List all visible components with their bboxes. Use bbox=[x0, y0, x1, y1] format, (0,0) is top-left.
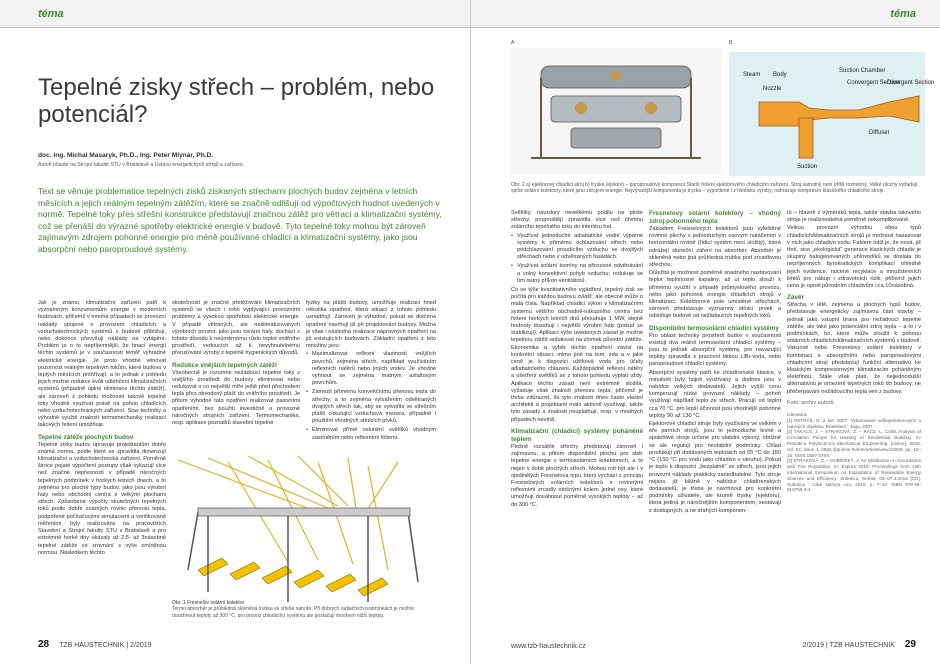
paragraph: Ejektorové chladicí stroje byly využívány ve velkém v éře parních strojů, jsou to jednoduché levné a spolehlivé stroje určené pro stabilní výkony, obtížně se ale regulují pro nestabilní podmínky. Chlad produkují při dodávaných teplotách od 65 °C do 150 °C (150 °C pro vodu jako chladivo v okruhu). Pokud je teplo k dispozici „bezplatně" ze střech, jsou jejich provozní náklady prakticky zanedbatelné. Tyto stroje nejsou již běžně v nabídce chladírenských dodavatelů, je třeba je navrhnout pro konkrétní podmínky uživatele, ale kromě trysky (ejektoru), která jediná je náročnějším komponentem, sestávají z dostupných, a ne drahých komponen- bbox=[649, 421, 781, 514]
paragraph: tů – hlavně z výměníků tepla, takže stavba takového stroje je realizovatelná poměrně nekomplikovaně. bbox=[787, 210, 921, 224]
authors: doc. Ing. Michal Masaryk, Ph.D., Ing. Peter Mlynár, Ph.D. bbox=[38, 152, 214, 159]
literature-item: [1] PETRÁŠ, D. a kol. 2007. Vykurovanie veľkopriestorových a halových objektov. Bratislava : Jaga, 2007. bbox=[787, 417, 921, 429]
header-bar bbox=[471, 0, 940, 30]
header-bar bbox=[0, 0, 470, 30]
list-item: • Eliminovat přímé oslunění světlíků vhodným zastíněním nebo reflexními fóliemi. bbox=[306, 427, 436, 441]
right-column-3 bbox=[787, 210, 921, 493]
lead-paragraph: Text se věnuje problematice tepelných zisků získaných střechami plochých budov zejména v letních měsících a jejich reálným tepelným zátěžím, které se značně odlišují od výpočtových hodnot uvedených v normě. Tepelné toky přes střešní konstrukce představují značnou zátěž pro větrací a klimatizační systémy, což se přenáší do výrazné spotřeby elektrické energie v budově. Tyto tepelné toky mohou být zároveň zajímavým zdrojem pohonné energie pro méně používané chladicí a klimatizační systémy, jako jsou absorpční nebo paroproudové systémy. bbox=[38, 186, 442, 254]
section-heading: Tepelné zátěže plochých budov bbox=[38, 433, 134, 441]
paragraph: Co se týče kvantitativního vyjádření, tepelný zisk se počítá pro každou budovu zvlášť, ale obecně může o malá čísla. Například chladicí výkon v klimatizačním systému většího obchodně-nákupního centra bez řešení horkých letních dnů přesahuje 1 MW, stejně hodnoty dosahují i největší výrobní haly (pokud se stabilizují). Aplikací výše uvedených zásad je možné tepelnou zátěž redukovat na zlomek původní zátěže. Ekonomika a výběr těchto opatření závisí na konkrétní situaci, mimo jiné na tom, zda a v jaké ceně je k dispozici užitková voda pro účely adiabatického chlazení. Každopádně reflexní nátěry a ošetření světlíků se z tohoto pohledu vyplatí vždy. Aplikace těchto zásad není extrémně složitá, vyžaduje však znalosti přenosu tepla, přičemž je třeba zdůraznit, že tyto znalosti dnes často vlastní architekti a projektanti málo aktivně využívají, takže tyto zásady a znalosti neuplatňují, resp. v mnohých případech nevědí. bbox=[511, 287, 643, 423]
left-footer bbox=[38, 639, 152, 650]
section-heading: Fresnelovy solární kolektory – vhodný zdroj pohonného tepla bbox=[649, 210, 781, 225]
section-label: téma bbox=[38, 8, 64, 20]
figure-label-a: A bbox=[511, 40, 515, 46]
list-item: • Maximalizovat reflexní vlastnosti vnějších povrchů, zejména střech, například využíváním reflexních nátěrů nebo jiných vrstev. Je vhodné vyhnout se zejména matným asfaltovým povrchům. bbox=[306, 351, 436, 387]
photo-credit: Foto: archiv autorů bbox=[787, 399, 834, 406]
paragraph: Velkou provozní výhodou obou typů chladicích/klimatizačních strojů je možnost nasazovat v nich jako chladivo vodu. Faktem totiž je, že nová, již třetí, sice „ekologická" generace klasických chladiv je skupiny halogenovaných uhlovodíků se dostala do nepříjemných byrokratických komplikací ohledně jejich evidence, nucené recyklace a množstevních limitů pro nákup i zdravotních rizik, přičemž jejich cena je oproti původním chladivům cca 10násobná. bbox=[787, 225, 921, 290]
paragraph: Všeobecně je rozumné nežádoucí tepelné toky z vnějšího prostředí do budovy eliminovat nebo redukovat v co největší míře ještě před přechodem tepla přes obvodový plášť do vnitřního prostředí. Je přitom výhodné tato opatření realizovat pasivními opatřeními, bez použití investičně a provozně náročných strojních zařízení. Termomechanika, resp. aplikace poznatků stavební tepelné bbox=[172, 369, 300, 427]
right-column-1 bbox=[511, 210, 643, 510]
bullet-list bbox=[306, 351, 436, 441]
right-column-2 bbox=[649, 210, 781, 516]
literature bbox=[787, 412, 921, 493]
figure-label-b: B bbox=[729, 40, 733, 46]
paragraph: Tepelné zisky budov upravuje projektantům dobře známá norma, podle které se zpravidla dimenzují klimatizační a vzduchotechnická zařízení. Poměrně široce pojaté výpočtení postupy však vykazují více než značné nepřesnosti v případě náročných tepelných podmínek v horkých letních dnech, a to zejména pro ploché typy budov, jako jsou výrobní haly nebo obchodní centra s velkými plochami střech. Způsobené výpočty skutečných tepelných toků podle dobře známých rovnic přenosu tepla, podpořené počítačovými simulacemi a verifikované měřeními, byly realizovány na pracovištích Stavební a Strojní fakulty STU v Bratislavě a pro extrémně horké dny ukázaly až 2,5- až 3násobně tepelné zátěže ve srovnání s výše zmíněnou normou. Následkem těchto bbox=[38, 441, 166, 556]
diagram-label-nozzle: Nozzle bbox=[763, 86, 782, 92]
diagram-label-divergent: Divergent Section bbox=[887, 80, 935, 86]
section-heading: Závěr bbox=[787, 294, 805, 302]
bullet-list bbox=[511, 233, 643, 285]
paragraph: Světlíky, navzdory nevelkému podílu na ploše střechy, propouštějí zpravidla více než čtvrtinu solárního tepelného toku do interiéru hal. bbox=[511, 210, 643, 231]
diagram-label-steam: Steam bbox=[743, 72, 761, 78]
list-item: • Využívat solární komíny na přirozené odvětrávání a volný konvektivní pohyb vzduchu; redukuje se tím nutný příkon ventilátorů. bbox=[511, 263, 643, 285]
left-column-1 bbox=[38, 300, 166, 558]
left-column-2 bbox=[172, 300, 300, 428]
figure-2-caption: Obr. 2 a) ejektorový chladicí stroj b) tryska (ejektor) – paroproudový kompresor Starší řešení ejektorového chladicího zařízení. Stroj samotný není příliš rozměrný. Velké plochy vyžadují spíše solární kolektory, které jsou zdrojem energie. Nejvýrazější komponenta je tryska – vypočtené i z hlediska výroby; nahrazuje kompresor klasického chladicího stroje. bbox=[511, 182, 918, 195]
caption-label: Obr. 1 bbox=[172, 600, 186, 606]
paragraph: Pro oblast techniky prostředí budov v současnosti existují dva reálně termosolární chladicí systémy – jsou to jednak absorpční systémy, pro navazující teploty zpravidla s pracovní látkou LiBr-voda, nebo paroproudové chladicí systémy. bbox=[649, 332, 781, 368]
literature-title: Literatura: bbox=[787, 412, 808, 418]
paragraph: fyziky na plášti budovy, umožňuje realizaci hned několika opatření, která situaci z tohoto pohledu usnadňují. Zároveň je výhodné, pokud se dotčená opatření navrhují již při projektování budovy. Možná je však i následná realizace nápravných opatření na již existujících budovách. Základní opatření z této množiny jsou: bbox=[306, 300, 436, 350]
diagram-label-suction: Suction bbox=[797, 164, 818, 170]
left-column-3 bbox=[306, 300, 436, 444]
footer-text: 2/2019 | TZB HAUSTECHNIK bbox=[802, 642, 895, 649]
footer-text: TZB HAUSTECHNIK | 2/2019 bbox=[59, 642, 152, 649]
section-heading: Disponibilní termosolární chladicí systémy bbox=[649, 324, 779, 332]
header-band bbox=[0, 0, 470, 28]
section-heading: Redukce vnějších tepelných zátěží bbox=[172, 361, 277, 369]
literature-item: [2] TAKÁCS, J. – STRAKOVÁ, Z. – RÁCZ, L. Costs Analysis of Circulation Pumps for Heating of Residential Building. In: Periodica Polytechnica Mechanical Engineering. [online]. 2018, vol. 62, issue 1. https://pp.bme.hu/me/article/view/10606, pp. 10–15. ISSN 1587-379X. bbox=[787, 429, 921, 458]
section-label: téma bbox=[890, 8, 916, 20]
diagram-label-body: Body bbox=[773, 72, 787, 78]
figure-1-caption bbox=[172, 600, 436, 619]
paragraph: Plošně rozsáhlé střechy představují zároveň i zajímavou, a přitom disponibilní plochu pro sběr tepelné energie v termosolárních kolektorech, a to nejen v době plochých střech. Mohou mít být ale i v ojedinělých Fresnelova typu, který vychází z principu Fresnelových solárních kolektorů s rovinnými reflexními zrcadly otočnými kolem jedné osy, které umožňují dosáhnout poměrně vysokých teploty – až do 300 °C. bbox=[511, 443, 643, 508]
diagram-label-convergent: Convergent Section bbox=[847, 80, 900, 86]
paragraph: Absorpční systémy patří ke chladírenské klasice, v minulosti byly hojně využívány a dodnes jsou v nabídce velkých dodavatelů. Jejich vyšší cenu kompenzují nízké provozní náklady – pohoň využívají nápřílad teplo ze střech. Pracují od teplot cca 70 °C, pro lepší účinnost jsou vhodnější pohonné teploty 90 až 130 °C. bbox=[649, 369, 781, 419]
list-item: • Využívat jednoduché adiabatické vodní výparné systémy k přímému ochlazování střech nebo podchlazování proudícího vzduchu ve dvojitých střechách nebo v odvětraných fasádách. bbox=[511, 233, 643, 262]
caption-text: Termo absorbér je průhledná skleněná trubka ve střeše nahoře. Při dobrých radiačních podmínkách je možné dosáhnout teploty až 300 °C, pro provoz chladicího systému ale postačují mnohem nižší teploty. bbox=[172, 606, 415, 619]
fresnel-collector-illustration bbox=[168, 452, 440, 612]
paragraph: Důležitá je možnost poměrně snadného nastavování teplot teplonosné kapaliny, až ul teplo slouží k přímému využití v případě průmyslového provozu, nebo jako pohonná energie chladicích strojů v klimatizaci. Kolektorové pole umístěné střechách, zároveň představuje významný stínicí prvek a odstiňuje budově od nežádoucích tepelných toků. bbox=[649, 270, 781, 320]
diagram-label-diffuser: Diffuser bbox=[869, 130, 890, 136]
page-number: 28 bbox=[38, 639, 50, 650]
article-title: Tepelné zisky střech – problém, nebo potenciál? bbox=[38, 74, 435, 128]
paragraph: Základem Fresnelových kolektorů jsou vyleštěné rovinné plechy s jednoduchým osovým natáčením v horizontální rovině (řídicí systém není složitý), které odrážejí sluneční záření na absorbér. Absorbér je skleněná nebo jiná průhledná trubka pod zrcadlovou střechou. bbox=[649, 226, 781, 269]
paragraph: Střecha v létě, zejména u plochých typů budov, představuje energeticky zajímavou část stavby – jednak jako vstupní brána pro nežádoucí tepelné zátěže, ale také jako potenciální zdroj tepla – a to i v podmínkách, ho, které může sloužit k pohonu solárních chladicích/klimatizačních systémů v budově. Vakuové nebo Fresnelovy solární kolektory v kombinaci s absorpčními nebo paroproudovými chladicími stroji představují funkční alternativu ke klasickým kompresorovým klimatizacím poháněným elektřinou. Stále však platí, že nejjednodušší alternativou je omezení tepelných toků do budovy, ne přečerpávání nežádoucího tepla ven z budovy. bbox=[787, 302, 921, 395]
literature-item: [3] STRAKOVÁ, Z. – DUBÍNSKÝ, J. Air Distribution in Accordance with Fire Regulation. In: Expres 2018: Proceedings from 10th International Symposium on Exploitation of Renewable Energy Sources and Efficiency. Subotica, Serbia, 05.-07.4.2018 [CD]. Subotica : Ciksi stampa cou, 2018, p. 7–10. ISBN 978-86-919769-3-4. bbox=[787, 458, 921, 493]
diagram-label-suction-chamber: Suction Chamber bbox=[839, 68, 886, 74]
ejector-diagram bbox=[729, 52, 935, 176]
section-heading: Klimatizační (chladicí) systémy poháněné teplem bbox=[511, 427, 643, 443]
page-number: 29 bbox=[904, 639, 916, 650]
caption-title: Fresnelův solární kolektor bbox=[187, 600, 245, 606]
right-page bbox=[470, 0, 940, 664]
right-footer bbox=[803, 639, 916, 650]
paragraph: skutečností je značné přetěžování klimatizačních systémů ve všech i toho vyplývající provozními problémy a vysokou spotřebou elektrické energie. V případě větraných, ale neklimatizovaných výrobních prostor, jako jsou tovární haly, dochází z tohoto důvodu k neúměrnému růstu teplot vnitřního prostředí, vedoucích až k nevyhnutelnému přerušování výroby z tepelně hygienických důvodů. bbox=[172, 300, 300, 357]
ejector-machine-photo bbox=[511, 48, 721, 174]
affiliation: Autoři působí na Strojní fakultě STU v Bratislavě a Ústavu energetických strojů a zařízení. bbox=[38, 162, 245, 168]
paragraph: Jak je známo, klimatizační zařízení patří k významným konzumentům energie v moderních budovách, přičemž v mnoha případech se provozní náklady spojené s provozem chladicích a vzduchotechnických systémů v budově přibližují, nebo dokonce převyšují náklady na vytápění. Problém je o to nepříjemnější, že hnací energií těchto systémů je v současnosti téměř výhradně elektrická energie. Je proto vhodné věnovat pozornost reálným tepelným tokům, které budovu v teplých měsících prohřívají, a to jednak z pohledu jejich možné redukce kvůli odlehčení klimatizačních systémů (případně úplné eliminace těchto zátěží), ale zároveň z pohledu možností takové tepelné toky vhodně využívat právě na pohon chladicích nebo vzduchotechnických zařízení. Stav techniky a výhodné využití znalostí termomechaniky realizací takových řešení umožňuje. bbox=[38, 300, 166, 429]
list-item: • Zamezit přímému konvekčnímu přenosu tepla do střechy, a to zejména vytvářením odvětraných dvojitých střech tak, aby se vytvořila ve střešním plášti cirkulující vzduchová mezera, případně i použitím vhodných stínicích prvků. bbox=[306, 389, 436, 425]
header-band bbox=[471, 0, 940, 28]
footer-url: www.tzb-haustechnik.cz bbox=[511, 643, 586, 650]
